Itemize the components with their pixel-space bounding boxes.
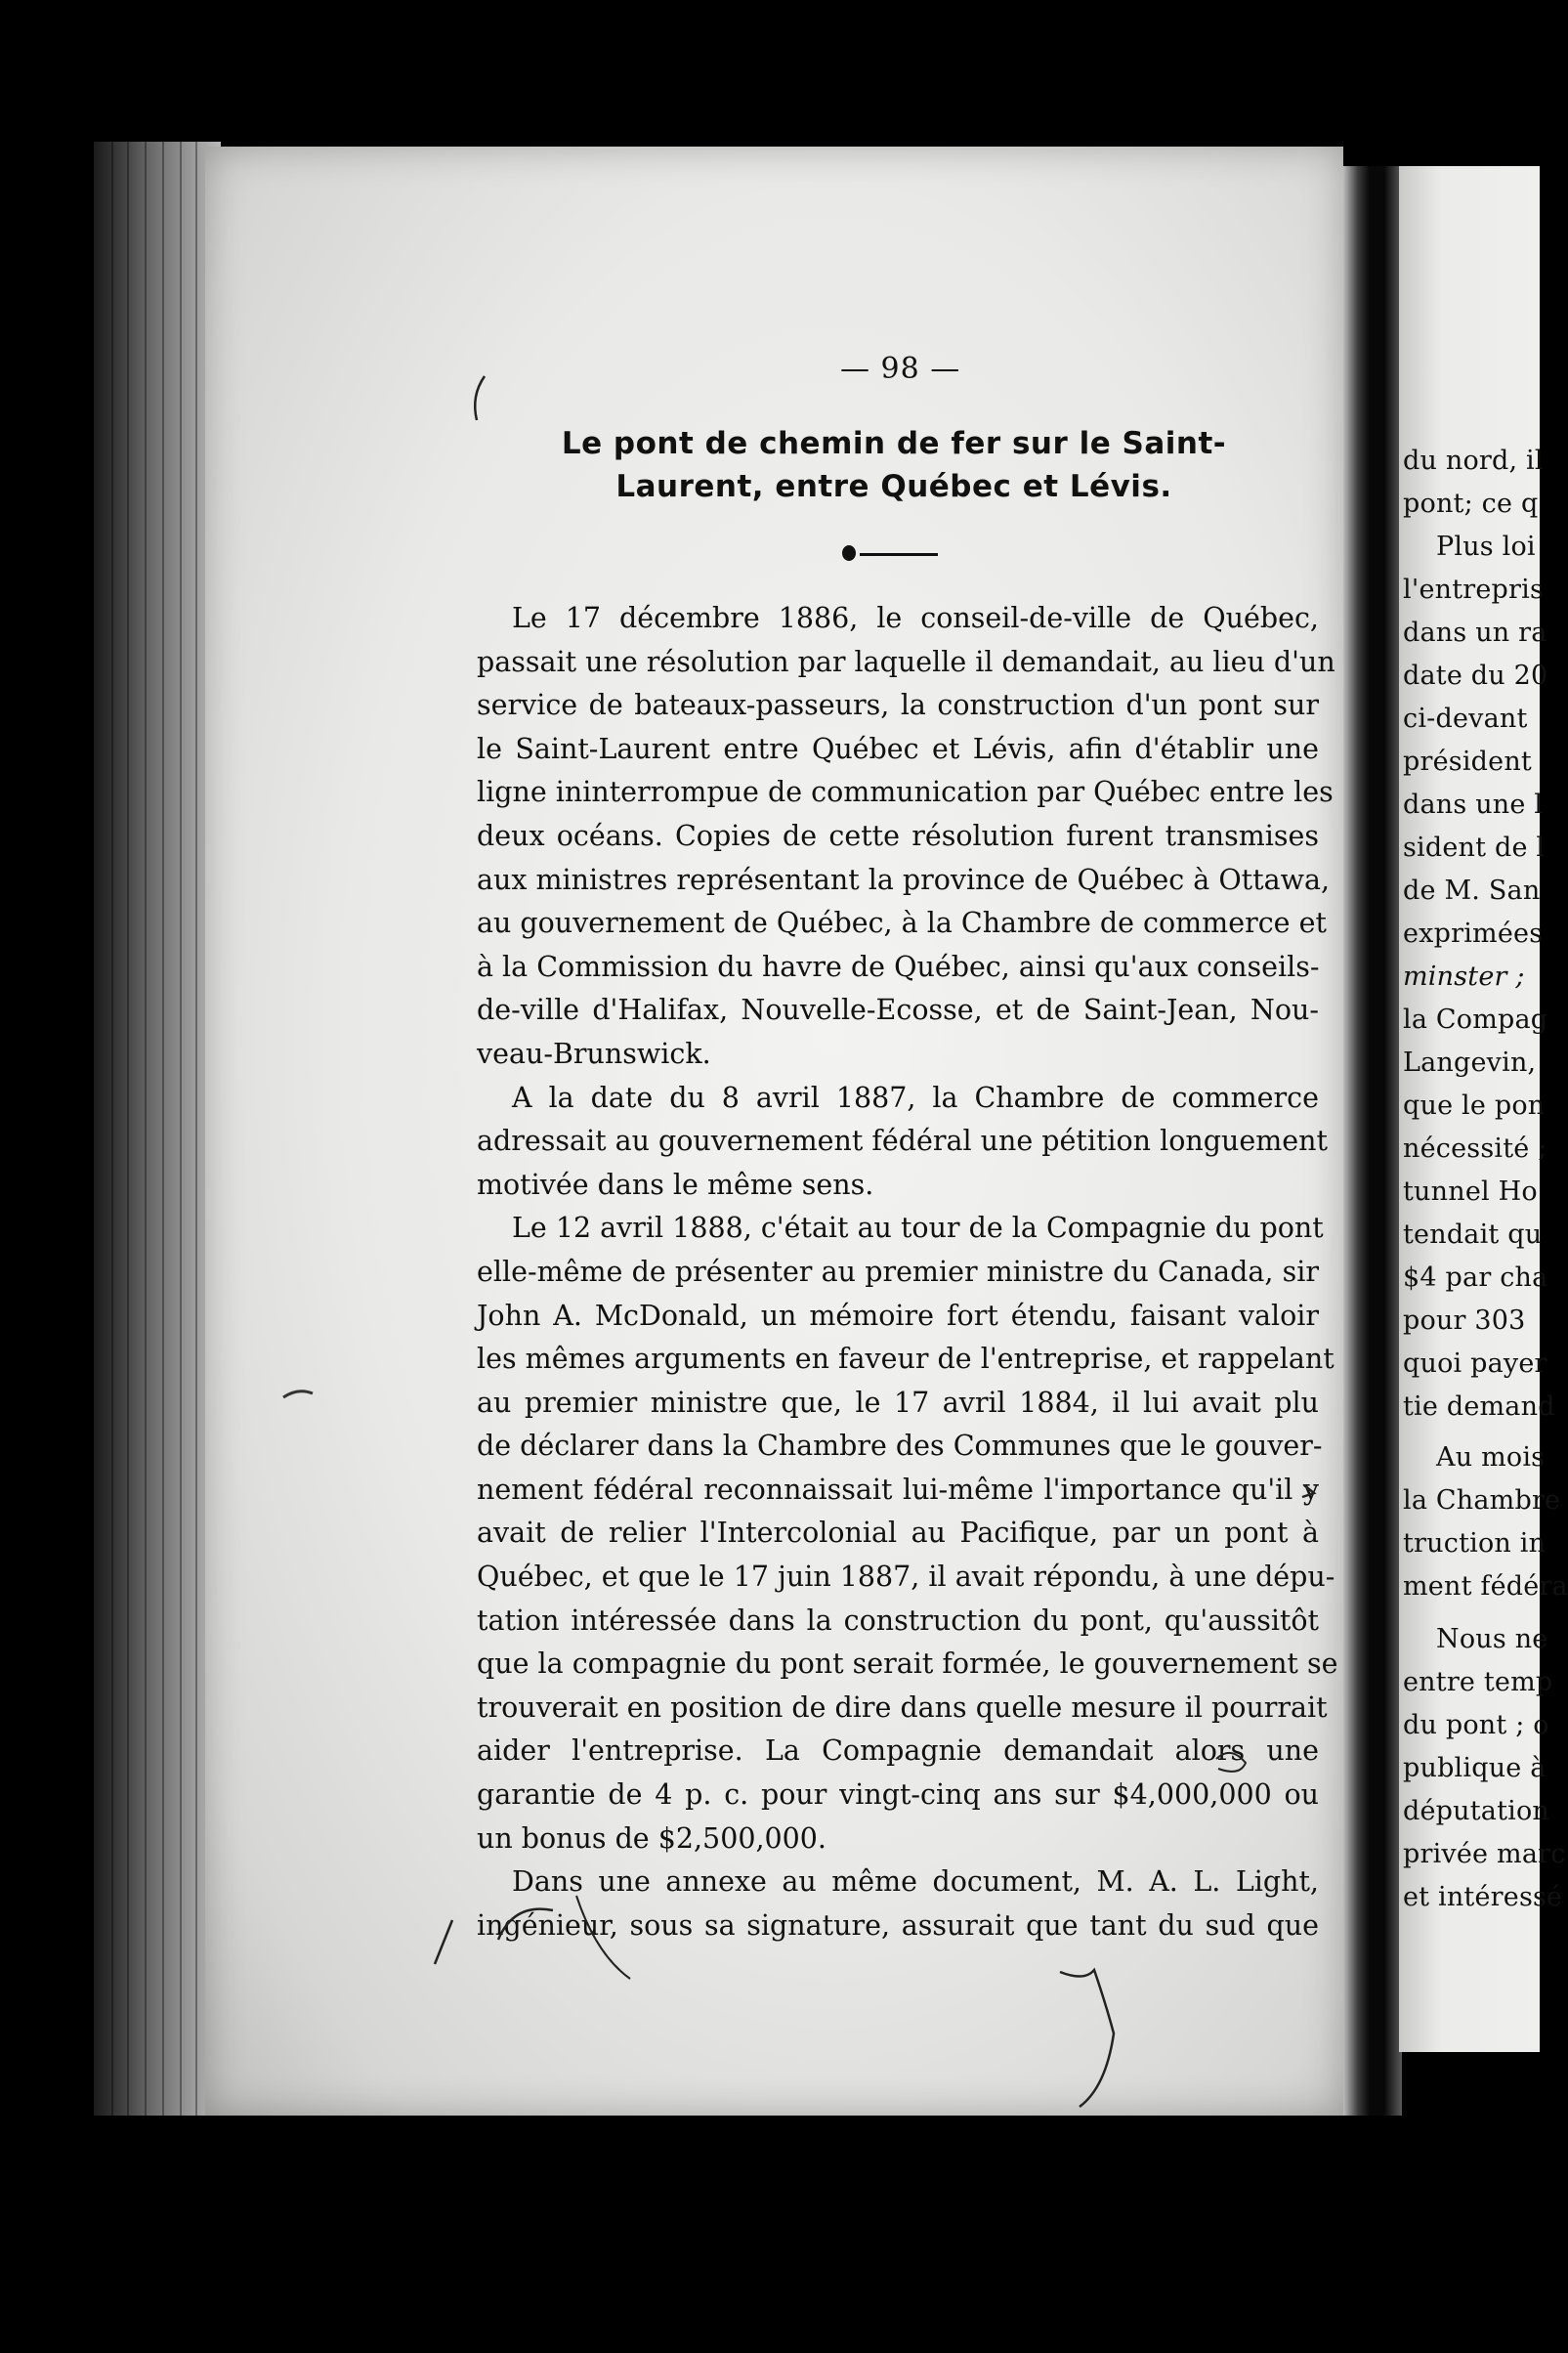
body-line: elle-même de présenter au premier ministre du Canada, sir (477, 1255, 1319, 1288)
ornament-dot (842, 545, 856, 561)
right-page-line: exprimées (1403, 919, 1544, 949)
right-page-line: Langevin, (1403, 1048, 1537, 1078)
right-page-line: dans un ra (1403, 618, 1547, 648)
right-page-line: la Compag (1403, 1005, 1548, 1035)
right-page-line: privée marc (1403, 1839, 1566, 1869)
right-page-line: date du 20 (1403, 661, 1548, 691)
right-page-fragment (1399, 166, 1568, 2052)
body-line: adressait au gouvernement fédéral une pétition longuement (477, 1125, 1328, 1158)
right-page-line: du nord, il (1403, 446, 1544, 476)
chapter-title-line-2: Laurent, entre Québec et Lévis. (615, 469, 1172, 504)
ornament-rule (860, 553, 938, 556)
book-gutter (1343, 166, 1402, 2116)
body-text (477, 597, 1338, 1947)
body-line: de déclarer dans la Chambre des Communes que le gouver- (477, 1430, 1323, 1463)
right-page-line: l'entrepris (1403, 575, 1545, 605)
right-page-line: ment fédéra (1403, 1571, 1568, 1602)
body-line: que la compagnie du pont serait formée, le gouvernement se (477, 1647, 1338, 1681)
chapter-title (474, 422, 1314, 508)
body-line: deux océans. Copies de cette résolution furent transmises (477, 819, 1319, 852)
body-line: au gouvernement de Québec, à la Chambre de commerce et (477, 907, 1327, 940)
body-line: Dans une annexe au même document, M. A. L. Light, (512, 1865, 1319, 1899)
body-line: un bonus de $2,500,000. (477, 1821, 826, 1855)
right-page-line: de M. San (1403, 876, 1541, 906)
right-page-line: tunnel Ho (1403, 1176, 1538, 1207)
right-page-line: la Chambre (1403, 1485, 1561, 1516)
body-line: les mêmes arguments en faveur de l'entreprise, et rappelant (477, 1343, 1335, 1376)
body-line: veau-Brunswick. (477, 1037, 711, 1070)
right-page-line: $4 par cha (1403, 1262, 1548, 1293)
body-line: nement fédéral reconnaissait lui-même l'importance qu'il y (477, 1473, 1319, 1506)
body-line: ingénieur, sous sa signature, assurait que tant du sud que (477, 1908, 1319, 1942)
right-page-line: pont; ce q (1403, 489, 1539, 519)
body-line: service de bateaux-passeurs, la construction d'un pont sur (477, 689, 1319, 722)
right-page-line: tendait qu (1403, 1219, 1543, 1250)
right-page-line: tie demand (1403, 1391, 1555, 1422)
body-line: ligne ininterrompue de communication par Québec entre les (477, 776, 1334, 809)
right-page-line: sident de l (1403, 833, 1546, 863)
right-page-line: Nous ne (1436, 1624, 1548, 1654)
body-line: aider l'entreprise. La Compagnie demandait alors une (477, 1734, 1319, 1768)
body-line: A la date du 8 avril 1887, la Chambre de commerce (512, 1081, 1319, 1114)
right-page-line: Plus loi (1436, 532, 1536, 562)
right-page-line: truction in (1403, 1528, 1547, 1559)
body-line: aux ministres représentant la province de Québec à Ottawa, (477, 863, 1331, 896)
body-line: à la Commission du havre de Québec, ainsi qu'aux conseils- (477, 950, 1320, 983)
body-line: passait une résolution par laquelle il demandait, au lieu d'un (477, 645, 1335, 678)
right-page-line: que le pon (1403, 1091, 1546, 1121)
body-line: garantie de 4 p. c. pour vingt-cinq ans sur $4,000,000 ou (477, 1778, 1319, 1812)
page-number: — 98 — (840, 352, 961, 386)
body-line: Québec, et que le 17 juin 1887, il avait répondu, à une dépu- (477, 1561, 1335, 1594)
body-line: motivée dans le même sens. (477, 1168, 874, 1201)
right-page-line: du pont ; o (1403, 1710, 1549, 1740)
body-line: Le 12 avril 1888, c'était au tour de la Compagnie du pont (512, 1212, 1324, 1245)
right-page-line: président (1403, 747, 1532, 777)
right-page-line: nécessité ; (1403, 1134, 1547, 1164)
right-page-line: députation (1403, 1796, 1550, 1826)
right-page-line: publique à (1403, 1753, 1547, 1783)
book-page-edges (94, 142, 221, 2116)
right-page-line: pour 303 (1403, 1305, 1526, 1336)
right-page-line: dans une l (1403, 790, 1544, 820)
body-line: trouverait en position de dire dans quelle mesure il pourrait (477, 1690, 1328, 1724)
right-page-line: minster ; (1403, 962, 1525, 992)
body-line: le Saint-Laurent entre Québec et Lévis, afin d'établir une (477, 732, 1319, 765)
body-line: au premier ministre que, le 17 avril 1884, il lui avait plu (477, 1386, 1319, 1419)
body-line: Le 17 décembre 1886, le conseil-de-ville de Québec, (512, 602, 1319, 634)
right-page-line: quoi payer (1403, 1348, 1547, 1379)
body-line: tation intéressée dans la construction du pont, qu'aussitôt (477, 1604, 1319, 1637)
chapter-title-line-1: Le pont de chemin de fer sur le Saint- (561, 426, 1227, 461)
body-line: avait de relier l'Intercolonial au Pacifique, par un pont à (477, 1517, 1319, 1550)
right-page-line: ci-devant (1403, 704, 1528, 734)
body-line: John A. McDonald, un mémoire fort étendu, faisant valoir (477, 1299, 1319, 1332)
right-page-line: entre temp (1403, 1667, 1553, 1697)
right-page-line: et intéressé (1403, 1882, 1563, 1912)
body-line: de-ville d'Halifax, Nouvelle-Ecosse, et de Saint-Jean, Nou- (477, 994, 1319, 1027)
right-page-line: Au mois (1436, 1442, 1546, 1473)
